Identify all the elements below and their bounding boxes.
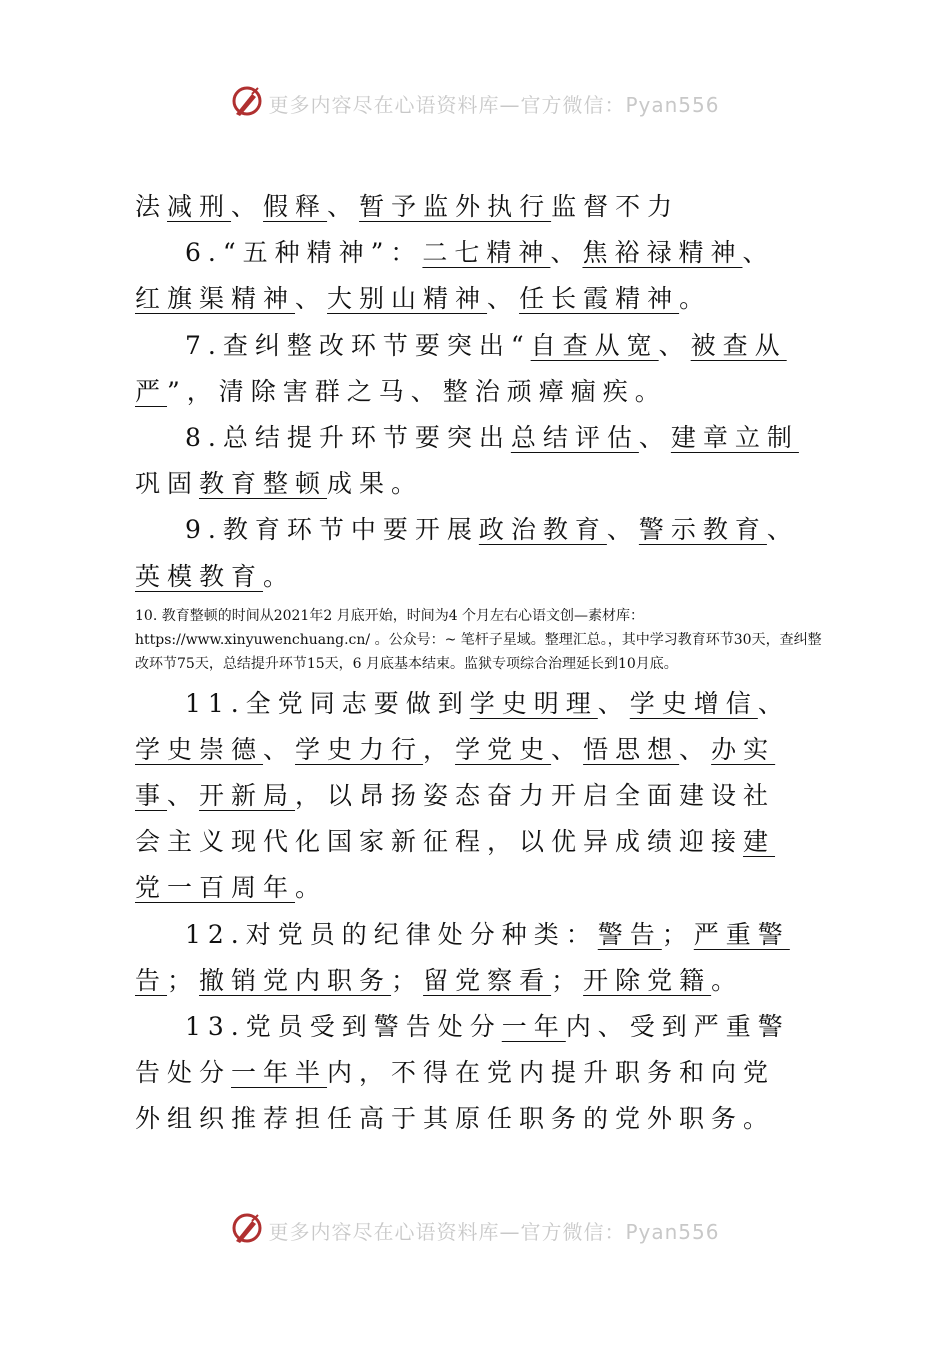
- item-11-line-2: 学史崇德、学史力行，学党史、悟思想、办实: [135, 734, 776, 764]
- item-6-line-2: 红旗渠精神、大别山精神、任长霞精神。: [135, 284, 712, 314]
- header-watermark-text: 更多内容尽在心语资料库—官方微信：Pyan556: [268, 93, 720, 117]
- item-8-line-2: 巩固教育整顿成果。: [135, 469, 424, 499]
- item-11-line-5: 党一百周年。: [135, 873, 328, 903]
- footer-watermark: [0, 1211, 950, 1250]
- item-9-line-2: 英模教育。: [135, 561, 296, 591]
- item-12-line-1: 12.对党员的纪律处分种类：警告；严重警: [185, 919, 790, 949]
- item-13-line-2: 告处分一年半内，不得在党内提升职务和向党: [135, 1058, 776, 1088]
- document-body: [135, 184, 825, 1143]
- text-line-1: 法减刑、假释、暂予监外执行监督不力: [135, 192, 680, 221]
- item-11-line-3: 事、开新局，以昂扬姿态奋力开启全面建设社: [135, 781, 776, 811]
- item-13-line-1: 13.党员受到警告处分一年内、受到严重警: [185, 1012, 790, 1041]
- item-8-line-1: 8.总结提升环节要突出总结评估、建章立制: [185, 422, 799, 452]
- item-12-line-2: 告；撤销党内职务；留党察看；开除党籍。: [135, 965, 744, 995]
- footer-watermark-text: 更多内容尽在心语资料库—官方微信：Pyan556: [268, 1220, 720, 1244]
- item-7-line-1: 7.查纠整改环节要突出“自查从宽、被查从: [185, 330, 787, 360]
- item-9-line-1: 9.教育环节中要开展政治教育、警示教育、: [185, 515, 799, 545]
- item-13-line-3: 外组织推荐担任高于其原任职务的党外职务。: [135, 1104, 776, 1134]
- item-11-line-4: 会主义现代化国家新征程，以优异成绩迎接建: [135, 827, 776, 857]
- item-11-line-1: 11.全党同志要做到学史明理、学史增信、: [185, 688, 790, 718]
- header-watermark: [0, 84, 950, 123]
- item-7-line-2: 严”，清除害群之马、整治顽瘴痼疾。: [135, 376, 667, 406]
- item-6-line-1: 6.“五种精神”：二七精神、焦裕禄精神、: [185, 238, 775, 268]
- pen-logo-icon: [230, 84, 264, 123]
- pen-logo-icon: [230, 1211, 264, 1250]
- item-10-paragraph: 10. 教育整顿的时间从2021年2 月底开始，时间为4 个月左右心语文创—素材库：https://www.xinyuwenchuang.cn/ 。公众号：~ 笔杆子星域。整理汇总。，其中学习教育环节30天，查纠整改环节75天，总结提升环节15天，6 月底基本结束。监狱专项综合治理延长到10月底。: [135, 607, 822, 672]
